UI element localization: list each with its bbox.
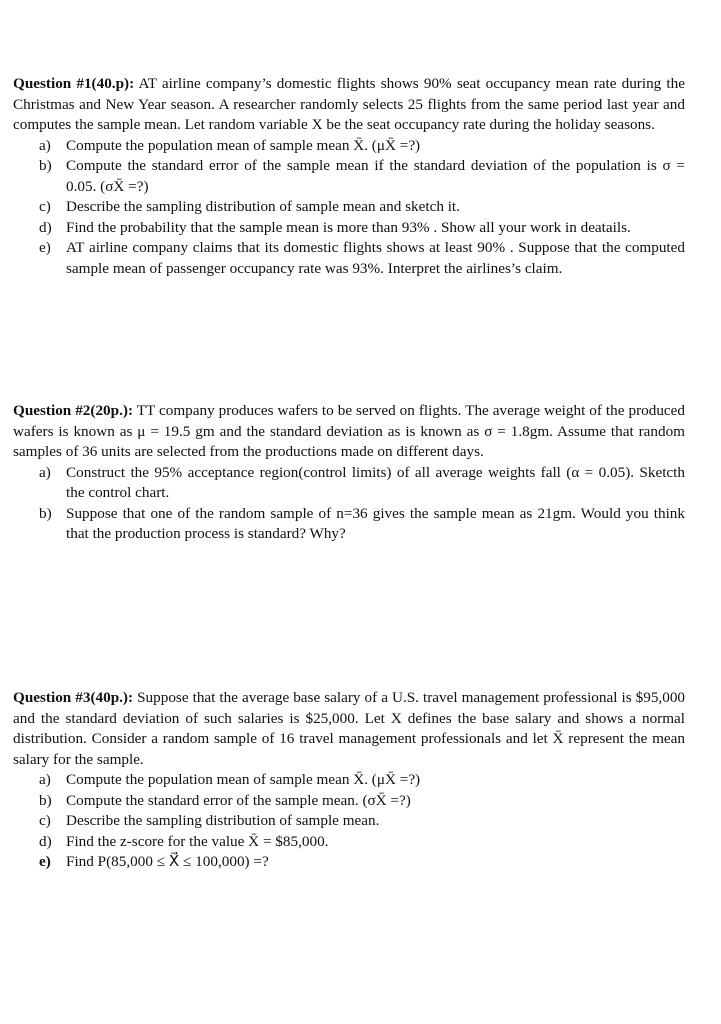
item-label: d) (39, 218, 52, 236)
item-text: Construct the 95% acceptance region(control limits) of all average weights fall (α = 0.05). Sketcth the control chart. (66, 463, 685, 501)
item-label: b) (39, 791, 52, 809)
item-label: e) (39, 853, 51, 870)
question-2-stem (13, 401, 685, 463)
item-text: Find the z-score for the value X̄ = $85,000. (66, 832, 329, 850)
question-2-items (13, 463, 685, 545)
item-text: Compute the population mean of sample mean X̄. (μX̄ =?) (66, 136, 421, 154)
item-text: Compute the population mean of sample mean X̄. (μX̄ =?) (66, 771, 421, 788)
question-1-stem (13, 74, 685, 136)
question-2 (13, 401, 685, 545)
list-item (13, 770, 685, 791)
item-label: c) (39, 812, 51, 829)
question-2-title: Question #2(20p.): (13, 402, 134, 419)
item-label: a) (39, 136, 51, 154)
question-1-items (13, 136, 685, 280)
list-item (13, 238, 685, 279)
list-item (13, 197, 685, 218)
item-label: c) (39, 198, 51, 215)
item-text: Describe the sampling distribution of sample mean and sketch it. (66, 198, 460, 215)
list-item (13, 791, 685, 812)
item-text: Compute the standard error of the sample mean. (σX̄ =?) (66, 791, 411, 809)
question-3-stem (13, 688, 685, 770)
item-text: Find P(85,000 ≤ X⃗ ≤ 100,000) =? (66, 853, 269, 870)
item-text: Find the probability that the sample mean is more than 93% . Show all your work in deatails. (66, 218, 631, 236)
item-text: Suppose that one of the random sample of n=36 gives the sample mean as 21gm. Would you think that the production process is standard? Why? (66, 504, 685, 542)
list-item (13, 852, 685, 873)
question-1 (13, 74, 685, 279)
question-3 (13, 688, 685, 873)
list-item (13, 832, 685, 853)
list-item (13, 136, 685, 157)
question-1-title: Question #1(40.p): (13, 75, 135, 92)
question-2-text: TT company produces wafers to be served on flights. The average weight of the produced wafers is known as μ = 19.5 gm and the standard deviation as is known as σ = 1.8gm. Assume that random samples of 36 units are selected from the productions made on different days. (13, 402, 685, 460)
item-label: a) (39, 771, 51, 788)
list-item (13, 504, 685, 545)
question-3-text: Suppose that the average base salary of a U.S. travel management professional is $95,000 and the standard deviation of such salaries is $25,000. Let X defines the base salary and shows a normal distribution. Consider a random sample of 16 travel management professionals and let X̄ represent the mean salary for the sample. (13, 689, 686, 768)
item-label: d) (39, 832, 52, 850)
item-label: b) (39, 504, 52, 522)
question-3-items (13, 770, 685, 873)
item-text: Describe the sampling distribution of sample mean. (66, 812, 380, 829)
item-text: AT airline company claims that its domestic flights shows at least 90% . Suppose that the computed sample mean of passenger occupancy rate was 93%. Interpret the airlines’s claim. (66, 239, 685, 277)
question-3-title: Question #3(40p.): (13, 689, 134, 706)
list-item (13, 463, 685, 504)
item-text: Compute the standard error of the sample mean if the standard deviation of the population is σ = 0.05. (σX̄ =?) (66, 157, 685, 195)
item-label: b) (39, 157, 52, 174)
question-1-text: AT airline company’s domestic flights shows 90% seat occupancy mean rate during the Christmas and New Year season. A researcher randomly selects 25 flights from the same period last year and computes the sample mean. Let random variable X be the seat occupancy rate during the holiday seasons. (13, 75, 685, 133)
item-label: e) (39, 239, 51, 256)
list-item (13, 156, 685, 197)
list-item (13, 811, 685, 832)
item-label: a) (39, 463, 51, 481)
list-item (13, 218, 685, 239)
